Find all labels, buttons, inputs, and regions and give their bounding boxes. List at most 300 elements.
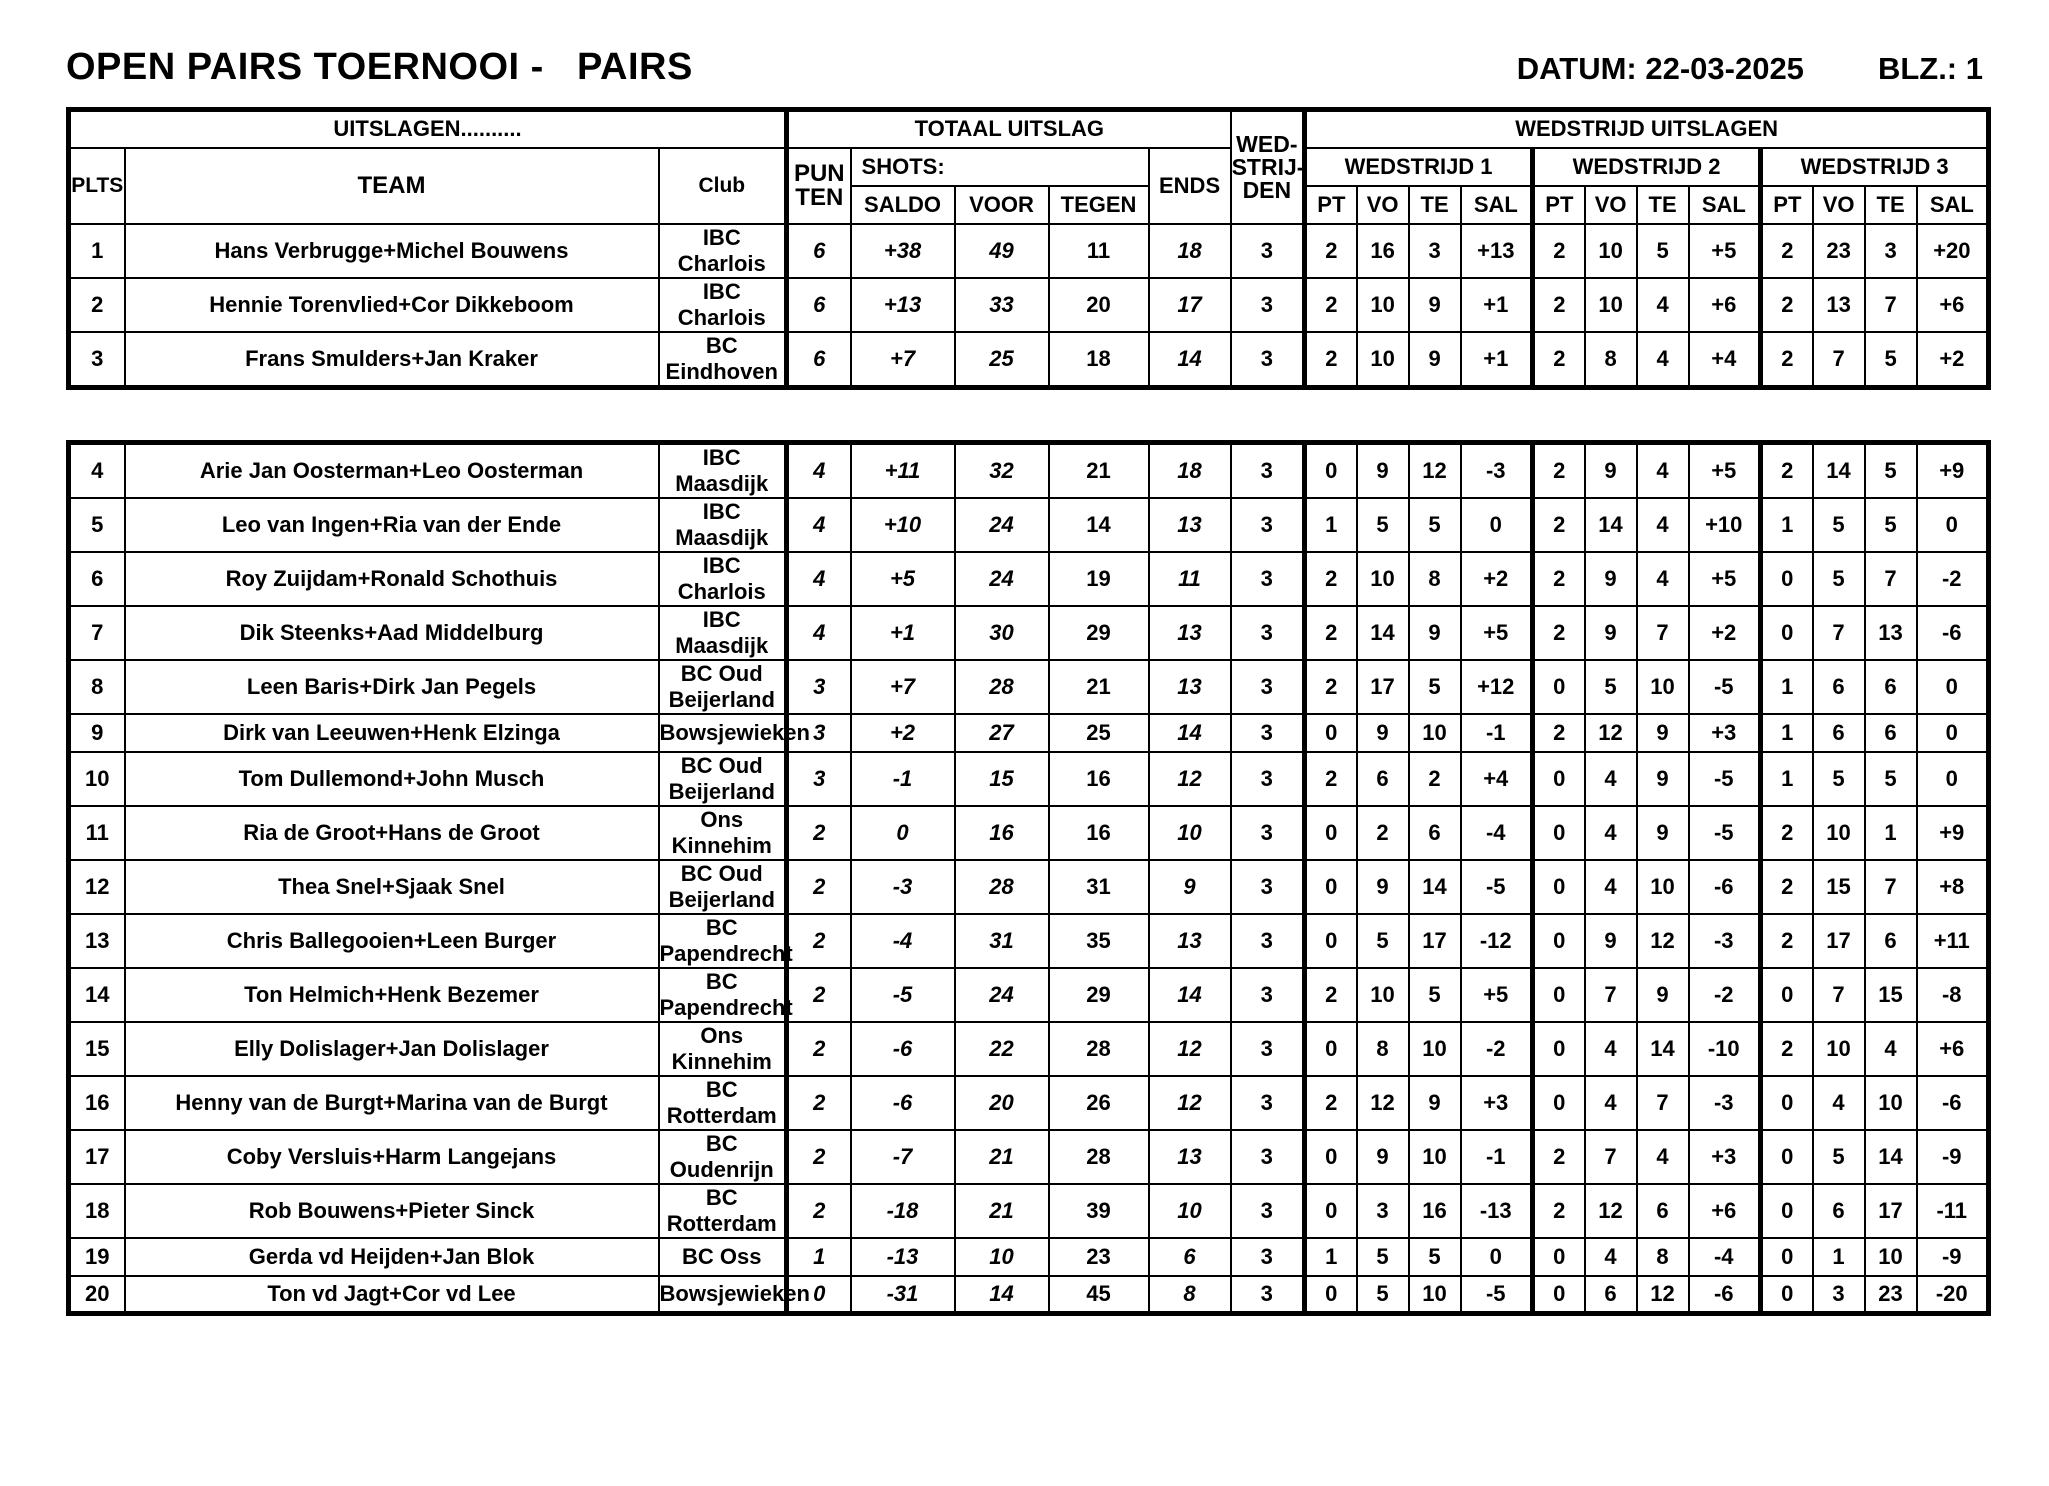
col-header-plts: PLTS (69, 148, 125, 224)
cell-m3-vo: 23 (1813, 224, 1865, 278)
cell-ends: 10 (1149, 806, 1231, 860)
table-row (69, 606, 1989, 660)
cell-plts: 17 (69, 1130, 125, 1184)
cell-m1-vo: 5 (1357, 498, 1409, 552)
cell-ends: 13 (1149, 606, 1231, 660)
cell-m2-te: 8 (1637, 1238, 1689, 1276)
cell-m3-vo: 15 (1813, 860, 1865, 914)
cell-m2-pt: 0 (1533, 1076, 1585, 1130)
cell-m3-te: 6 (1865, 660, 1917, 714)
cell-punten: 2 (787, 968, 851, 1022)
cell-m3-pt: 2 (1761, 278, 1813, 332)
col-header-m3-vo: VO (1813, 186, 1865, 224)
cell-m2-te: 10 (1637, 660, 1689, 714)
page-number-label: BLZ.: 1 (1877, 51, 1983, 86)
cell-punten: 2 (787, 1076, 851, 1130)
cell-m2-vo: 9 (1585, 606, 1637, 660)
cell-m1-pt: 2 (1305, 552, 1357, 606)
cell-punten: 4 (787, 498, 851, 552)
cell-m1-vo: 5 (1357, 1276, 1409, 1314)
cell-club: BC Oudenrijn (659, 1130, 787, 1184)
cell-m1-pt: 1 (1305, 498, 1357, 552)
cell-wedstrijden: 3 (1231, 1022, 1305, 1076)
cell-saldo: -6 (851, 1022, 955, 1076)
col-header-m2-vo: VO (1585, 186, 1637, 224)
table-row (69, 914, 1989, 968)
cell-m2-te: 5 (1637, 224, 1689, 278)
cell-m2-vo: 9 (1585, 442, 1637, 498)
cell-m3-te: 5 (1865, 332, 1917, 388)
cell-club: BC Papendrecht (659, 914, 793, 966)
results-top-body (69, 224, 1989, 388)
cell-plts: 9 (69, 714, 125, 752)
cell-m3-sal: -6 (1917, 606, 1989, 660)
cell-ends: 13 (1149, 1130, 1231, 1184)
cell-m3-vo: 17 (1813, 914, 1865, 968)
cell-team: Hans Verbrugge+Michel Bouwens (125, 224, 659, 278)
col-header-shots: SHOTS: (851, 148, 1149, 186)
cell-m1-sal: -1 (1461, 714, 1533, 752)
cell-tegen: 29 (1049, 968, 1149, 1022)
cell-m3-te: 15 (1865, 968, 1917, 1022)
cell-tegen: 11 (1049, 224, 1149, 278)
cell-club: IBC Charlois (659, 552, 787, 606)
cell-saldo: -1 (851, 752, 955, 806)
cell-saldo: +1 (851, 606, 955, 660)
cell-m3-sal: +6 (1917, 278, 1989, 332)
col-header-m1-pt: PT (1305, 186, 1357, 224)
cell-plts: 10 (69, 752, 125, 806)
cell-m1-pt: 0 (1305, 1130, 1357, 1184)
cell-m1-vo: 9 (1357, 860, 1409, 914)
cell-punten: 1 (787, 1238, 851, 1276)
cell-m3-te: 5 (1865, 752, 1917, 806)
cell-m2-te: 12 (1637, 914, 1689, 968)
cell-m2-vo: 8 (1585, 332, 1637, 388)
cell-m1-te: 10 (1409, 1130, 1461, 1184)
table-row (69, 1022, 1989, 1076)
cell-m2-vo: 10 (1585, 278, 1637, 332)
cell-ends: 12 (1149, 1022, 1231, 1076)
cell-team: Elly Dolislager+Jan Dolislager (125, 1022, 659, 1076)
cell-voor: 22 (955, 1022, 1049, 1076)
cell-m1-sal: -3 (1461, 442, 1533, 498)
cell-m2-te: 7 (1637, 1076, 1689, 1130)
cell-tegen: 18 (1049, 332, 1149, 388)
cell-team: Leen Baris+Dirk Jan Pegels (125, 660, 659, 714)
cell-m1-vo: 2 (1357, 806, 1409, 860)
cell-m2-te: 10 (1637, 860, 1689, 914)
cell-m3-pt: 0 (1761, 1184, 1813, 1238)
cell-m1-sal: -5 (1461, 1276, 1533, 1314)
col-header-m1-sal: SAL (1461, 186, 1533, 224)
cell-saldo: +7 (851, 332, 955, 388)
cell-wedstrijden: 3 (1231, 752, 1305, 806)
cell-m2-pt: 0 (1533, 1238, 1585, 1276)
cell-m2-te: 9 (1637, 752, 1689, 806)
cell-m1-sal: +13 (1461, 224, 1533, 278)
cell-m2-pt: 0 (1533, 1022, 1585, 1076)
col-header-wedstrijd-3: WEDSTRIJD 3 (1761, 148, 1989, 186)
cell-m3-te: 10 (1865, 1238, 1917, 1276)
cell-m1-vo: 3 (1357, 1184, 1409, 1238)
cell-m3-sal: 0 (1917, 752, 1989, 806)
cell-club: IBC Maasdijk (659, 498, 787, 552)
cell-team: Gerda vd Heijden+Jan Blok (125, 1238, 659, 1276)
cell-m1-sal: -5 (1461, 860, 1533, 914)
cell-m1-te: 9 (1409, 332, 1461, 388)
cell-ends: 11 (1149, 552, 1231, 606)
cell-m1-te: 10 (1409, 1022, 1461, 1076)
table-gap-spacer (66, 390, 1989, 440)
cell-club: BC Oud Beijerland (659, 660, 787, 714)
cell-m2-pt: 0 (1533, 1276, 1585, 1314)
cell-m2-sal: +3 (1689, 714, 1761, 752)
cell-plts: 2 (69, 278, 125, 332)
cell-m3-vo: 4 (1813, 1076, 1865, 1130)
cell-tegen: 16 (1049, 806, 1149, 860)
cell-team: Ria de Groot+Hans de Groot (125, 806, 659, 860)
cell-ends: 6 (1149, 1238, 1231, 1276)
cell-wedstrijden: 3 (1231, 806, 1305, 860)
cell-tegen: 35 (1049, 914, 1149, 968)
cell-m2-vo: 4 (1585, 752, 1637, 806)
cell-m3-pt: 1 (1761, 752, 1813, 806)
cell-m1-pt: 2 (1305, 1076, 1357, 1130)
cell-m2-sal: +3 (1689, 1130, 1761, 1184)
cell-m3-sal: 0 (1917, 660, 1989, 714)
cell-ends: 14 (1149, 968, 1231, 1022)
cell-m3-pt: 0 (1761, 606, 1813, 660)
table-row (69, 752, 1989, 806)
table-row (69, 660, 1989, 714)
cell-saldo: +11 (851, 442, 955, 498)
cell-punten: 2 (787, 1022, 851, 1076)
cell-m3-vo: 14 (1813, 442, 1865, 498)
cell-m3-sal: +11 (1917, 914, 1989, 968)
table-row (69, 1238, 1989, 1276)
group-header-totaal: TOTAAL UITSLAG (787, 110, 1231, 148)
cell-punten: 2 (787, 1130, 851, 1184)
cell-m1-te: 2 (1409, 752, 1461, 806)
cell-club: BC Oss (659, 1238, 787, 1276)
cell-club: Ons Kinnehim (659, 806, 787, 860)
cell-m2-te: 4 (1637, 442, 1689, 498)
cell-wedstrijden: 3 (1231, 714, 1305, 752)
cell-tegen: 19 (1049, 552, 1149, 606)
date-label: DATUM: 22-03-2025 (1516, 51, 1804, 86)
cell-m3-vo: 6 (1813, 714, 1865, 752)
cell-m2-vo: 9 (1585, 552, 1637, 606)
cell-plts: 1 (69, 224, 125, 278)
cell-m1-sal: 0 (1461, 1238, 1533, 1276)
cell-ends: 18 (1149, 224, 1231, 278)
cell-m3-vo: 6 (1813, 1184, 1865, 1238)
cell-m3-sal: +9 (1917, 806, 1989, 860)
cell-plts: 7 (69, 606, 125, 660)
cell-m3-vo: 5 (1813, 498, 1865, 552)
cell-m3-pt: 1 (1761, 498, 1813, 552)
cell-m2-sal: +6 (1689, 1184, 1761, 1238)
cell-m2-pt: 0 (1533, 968, 1585, 1022)
cell-voor: 31 (955, 914, 1049, 968)
cell-m1-te: 8 (1409, 552, 1461, 606)
cell-m1-vo: 9 (1357, 714, 1409, 752)
cell-m1-sal: -2 (1461, 1022, 1533, 1076)
cell-m3-sal: +20 (1917, 224, 1989, 278)
cell-m1-pt: 0 (1305, 1184, 1357, 1238)
cell-m2-vo: 4 (1585, 1022, 1637, 1076)
cell-m2-te: 4 (1637, 278, 1689, 332)
group-header-wedstrijden: WED- STRIJ- DEN (1231, 110, 1305, 224)
cell-m1-vo: 5 (1357, 1238, 1409, 1276)
cell-m2-vo: 7 (1585, 1130, 1637, 1184)
cell-voor: 30 (955, 606, 1049, 660)
col-header-m2-pt: PT (1533, 186, 1585, 224)
cell-ends: 14 (1149, 332, 1231, 388)
cell-team: Roy Zuijdam+Ronald Schothuis (125, 552, 659, 606)
cell-m2-te: 9 (1637, 968, 1689, 1022)
cell-club: BC Rotterdam (659, 1076, 787, 1130)
cell-m1-vo: 8 (1357, 1022, 1409, 1076)
cell-m2-te: 4 (1637, 1130, 1689, 1184)
cell-team: Dik Steenks+Aad Middelburg (125, 606, 659, 660)
cell-voor: 28 (955, 660, 1049, 714)
cell-m2-te: 4 (1637, 498, 1689, 552)
cell-m1-te: 16 (1409, 1184, 1461, 1238)
cell-wedstrijden: 3 (1231, 552, 1305, 606)
cell-m3-vo: 10 (1813, 1022, 1865, 1076)
cell-plts: 13 (69, 914, 125, 968)
cell-m1-sal: +5 (1461, 606, 1533, 660)
cell-m1-sal: -4 (1461, 806, 1533, 860)
col-header-ends: ENDS (1149, 148, 1231, 224)
col-header-m2-te: TE (1637, 186, 1689, 224)
table-row (69, 1130, 1989, 1184)
cell-m2-pt: 0 (1533, 752, 1585, 806)
table-row (69, 806, 1989, 860)
cell-m2-te: 4 (1637, 552, 1689, 606)
cell-ends: 17 (1149, 278, 1231, 332)
cell-m1-te: 9 (1409, 606, 1461, 660)
cell-voor: 20 (955, 1076, 1049, 1130)
cell-club: Bowsjewieken (659, 714, 787, 752)
cell-m2-pt: 2 (1533, 332, 1585, 388)
cell-m2-sal: +6 (1689, 278, 1761, 332)
table-row (69, 1076, 1989, 1130)
cell-tegen: 21 (1049, 660, 1149, 714)
group-header-wedstrijd-uitslagen: WEDSTRIJD UITSLAGEN (1305, 110, 1989, 148)
cell-m1-te: 6 (1409, 806, 1461, 860)
cell-m3-te: 7 (1865, 552, 1917, 606)
cell-tegen: 26 (1049, 1076, 1149, 1130)
cell-punten: 2 (787, 806, 851, 860)
cell-m2-vo: 5 (1585, 660, 1637, 714)
table-row (69, 1276, 1989, 1314)
cell-m2-vo: 7 (1585, 968, 1637, 1022)
cell-wedstrijden: 3 (1231, 1076, 1305, 1130)
cell-club: Ons Kinnehim (659, 1022, 787, 1076)
cell-plts: 3 (69, 332, 125, 388)
cell-tegen: 20 (1049, 278, 1149, 332)
cell-voor: 32 (955, 442, 1049, 498)
cell-m1-te: 12 (1409, 442, 1461, 498)
cell-team: Thea Snel+Sjaak Snel (125, 860, 659, 914)
cell-plts: 18 (69, 1184, 125, 1238)
cell-m3-vo: 10 (1813, 806, 1865, 860)
cell-tegen: 16 (1049, 752, 1149, 806)
results-table-top (66, 107, 1991, 390)
cell-m1-pt: 1 (1305, 1238, 1357, 1276)
cell-m1-pt: 0 (1305, 442, 1357, 498)
table-row (69, 224, 1989, 278)
cell-m3-pt: 0 (1761, 968, 1813, 1022)
cell-m1-pt: 2 (1305, 224, 1357, 278)
cell-m2-te: 6 (1637, 1184, 1689, 1238)
cell-m1-pt: 0 (1305, 860, 1357, 914)
cell-saldo: +2 (851, 714, 955, 752)
cell-m2-sal: -4 (1689, 1238, 1761, 1276)
document-header (66, 46, 1989, 89)
cell-punten: 2 (787, 860, 851, 914)
cell-wedstrijden: 3 (1231, 968, 1305, 1022)
cell-m1-sal: -12 (1461, 914, 1533, 968)
cell-m1-vo: 12 (1357, 1076, 1409, 1130)
cell-m2-sal: -10 (1689, 1022, 1761, 1076)
cell-m2-pt: 0 (1533, 860, 1585, 914)
cell-saldo: -5 (851, 968, 955, 1022)
cell-m2-te: 4 (1637, 332, 1689, 388)
cell-m3-te: 5 (1865, 442, 1917, 498)
cell-team: Leo van Ingen+Ria van der Ende (125, 498, 659, 552)
col-header-saldo: SALDO (851, 186, 955, 224)
cell-m1-pt: 2 (1305, 606, 1357, 660)
cell-punten: 3 (787, 660, 851, 714)
cell-tegen: 45 (1049, 1276, 1149, 1314)
cell-saldo: -31 (851, 1276, 955, 1314)
cell-m3-te: 3 (1865, 224, 1917, 278)
cell-m2-vo: 14 (1585, 498, 1637, 552)
cell-m1-te: 17 (1409, 914, 1461, 968)
cell-ends: 12 (1149, 752, 1231, 806)
cell-plts: 4 (69, 442, 125, 498)
cell-m2-pt: 2 (1533, 552, 1585, 606)
cell-m3-sal: -9 (1917, 1238, 1989, 1276)
cell-voor: 24 (955, 552, 1049, 606)
cell-m2-sal: +5 (1689, 224, 1761, 278)
cell-m2-pt: 0 (1533, 660, 1585, 714)
cell-m1-vo: 14 (1357, 606, 1409, 660)
cell-voor: 49 (955, 224, 1049, 278)
cell-ends: 10 (1149, 1184, 1231, 1238)
cell-m2-vo: 4 (1585, 860, 1637, 914)
cell-m3-pt: 0 (1761, 1076, 1813, 1130)
cell-m3-sal: +2 (1917, 332, 1989, 388)
cell-club: Bowsjewieken (659, 1276, 787, 1314)
cell-m3-pt: 2 (1761, 224, 1813, 278)
cell-m1-te: 14 (1409, 860, 1461, 914)
col-header-m3-sal: SAL (1917, 186, 1989, 224)
cell-m2-sal: -3 (1689, 914, 1761, 968)
cell-plts: 20 (69, 1276, 125, 1314)
cell-m2-sal: +2 (1689, 606, 1761, 660)
cell-m2-pt: 2 (1533, 498, 1585, 552)
cell-team: Coby Versluis+Harm Langejans (125, 1130, 659, 1184)
cell-voor: 28 (955, 860, 1049, 914)
cell-m2-sal: -2 (1689, 968, 1761, 1022)
cell-ends: 18 (1149, 442, 1231, 498)
cell-wedstrijden: 3 (1231, 442, 1305, 498)
cell-m2-vo: 4 (1585, 806, 1637, 860)
cell-m1-pt: 0 (1305, 1276, 1357, 1314)
cell-m3-vo: 13 (1813, 278, 1865, 332)
cell-saldo: +5 (851, 552, 955, 606)
cell-m2-sal: +5 (1689, 552, 1761, 606)
cell-voor: 24 (955, 498, 1049, 552)
cell-m2-sal: -5 (1689, 660, 1761, 714)
cell-tegen: 21 (1049, 442, 1149, 498)
cell-m2-te: 14 (1637, 1022, 1689, 1076)
col-header-m3-te: TE (1865, 186, 1917, 224)
cell-m2-sal: -3 (1689, 1076, 1761, 1130)
cell-team: Rob Bouwens+Pieter Sinck (125, 1184, 659, 1238)
col-header-m3-pt: PT (1761, 186, 1813, 224)
header-meta (1517, 51, 1989, 87)
cell-m2-vo: 6 (1585, 1276, 1637, 1314)
cell-m3-pt: 2 (1761, 860, 1813, 914)
cell-m1-sal: +3 (1461, 1076, 1533, 1130)
table-row (69, 278, 1989, 332)
cell-m3-pt: 2 (1761, 1022, 1813, 1076)
cell-wedstrijden: 3 (1231, 1130, 1305, 1184)
cell-m2-pt: 2 (1533, 606, 1585, 660)
cell-voor: 10 (955, 1238, 1049, 1276)
cell-m2-sal: -6 (1689, 860, 1761, 914)
cell-m3-pt: 0 (1761, 552, 1813, 606)
cell-m3-vo: 7 (1813, 606, 1865, 660)
table-group-header-row (69, 110, 1989, 148)
cell-tegen: 25 (1049, 714, 1149, 752)
cell-m2-vo: 12 (1585, 714, 1637, 752)
cell-m3-sal: -2 (1917, 552, 1989, 606)
cell-m2-pt: 2 (1533, 278, 1585, 332)
cell-m3-sal: -6 (1917, 1076, 1989, 1130)
cell-m3-vo: 5 (1813, 1130, 1865, 1184)
cell-ends: 12 (1149, 1076, 1231, 1130)
col-header-club: Club (659, 148, 787, 224)
cell-m3-sal: -20 (1917, 1276, 1989, 1314)
cell-ends: 9 (1149, 860, 1231, 914)
cell-m1-sal: -13 (1461, 1184, 1533, 1238)
col-header-voor: VOOR (955, 186, 1049, 224)
cell-punten: 6 (787, 278, 851, 332)
cell-saldo: 0 (851, 806, 955, 860)
cell-team: Ton vd Jagt+Cor vd Lee (125, 1276, 659, 1314)
cell-m1-vo: 10 (1357, 968, 1409, 1022)
cell-m1-sal: +4 (1461, 752, 1533, 806)
cell-m1-vo: 10 (1357, 552, 1409, 606)
cell-m3-vo: 3 (1813, 1276, 1865, 1314)
cell-m1-vo: 9 (1357, 442, 1409, 498)
cell-club: IBC Charlois (659, 278, 787, 332)
col-header-wedstrijd-1: WEDSTRIJD 1 (1305, 148, 1533, 186)
cell-wedstrijden: 3 (1231, 1238, 1305, 1276)
cell-club: BC Eindhoven (659, 332, 787, 388)
cell-m1-vo: 9 (1357, 1130, 1409, 1184)
cell-m1-te: 5 (1409, 1238, 1461, 1276)
cell-m1-vo: 17 (1357, 660, 1409, 714)
cell-voor: 14 (955, 1276, 1049, 1314)
